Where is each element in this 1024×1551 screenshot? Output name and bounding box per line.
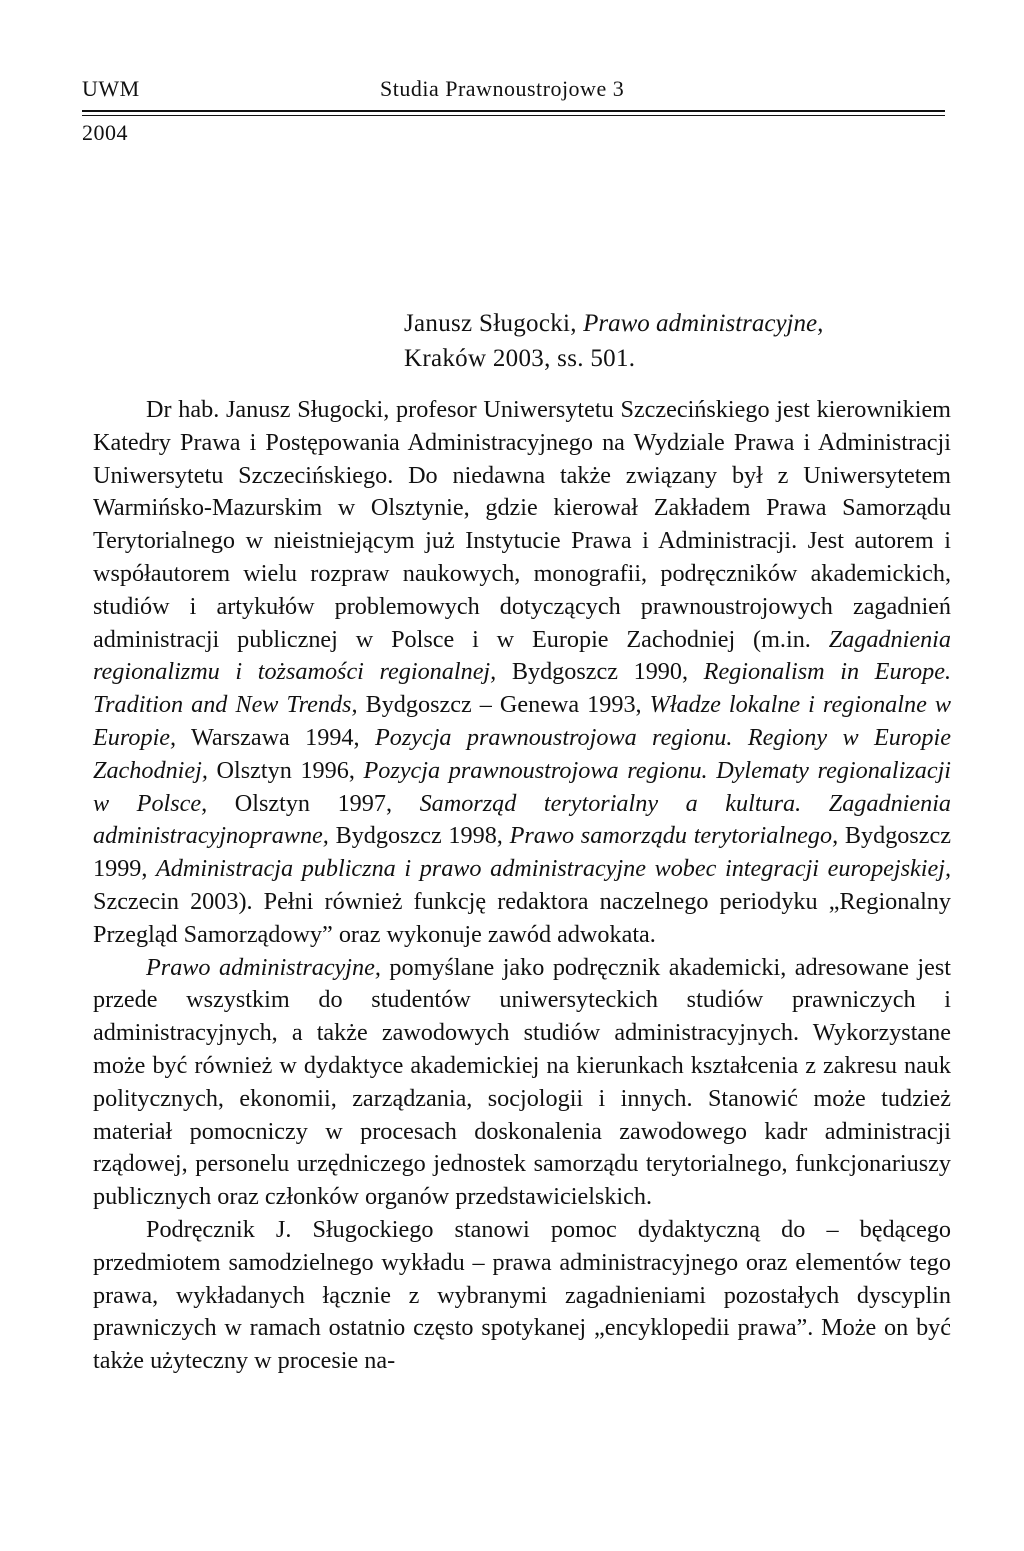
italic-title: Administracja publiczna i prawo administracyjne wobec integracji europejskiej, xyxy=(156,855,951,883)
text-run: Bydgoszcz 1990, xyxy=(511,658,689,686)
header-rule-thin xyxy=(82,115,945,116)
italic-title: Prawo administracyjne, xyxy=(146,953,381,981)
italic-title: Pozycja prawnoustrojowa regionu. Dylematy regionalizacji w Polsce, xyxy=(93,756,952,817)
text-run: Olsztyn 1996, xyxy=(216,756,355,784)
citation-publication: Kraków 2003, ss. 501. xyxy=(404,345,636,372)
book-citation xyxy=(404,306,949,376)
text-run: Bydgoszcz 1998, xyxy=(335,822,503,850)
journal-year: 2004 xyxy=(82,120,128,145)
italic-title: Samorząd terytorialny a kultura. Zagadnienia administracyjnoprawne, xyxy=(93,789,952,850)
italic-title: Prawo samorządu terytorialnego, xyxy=(509,822,839,850)
italic-title: Zagadnienia regionalizmu i tożsamości regionalnej, xyxy=(93,625,951,686)
text-run: Dr hab. Janusz Sługocki, profesor Uniwersytetu Szczecińskiego jest kierownikiem Katedry Prawa i Postępowania Administracyjnego na Wydziale Prawa i Administracji Uniwersytetu Szczecińskiego. Do niedawna także związany był z Uniwersytetem Warmińsko-Mazurskim w Olsztynie, gdzie kierował Zakładem Prawa Samorządu Terytorialnego w nieistniejącym już Instytucie Prawa i Administracji. Jest autorem i współautorem wielu rozpraw naukowych, monografii, podręczników akademickich, studiów i artykułów problemowych dotyczących prawnoustrojowych zagadnień administracji publicznej w Polsce i w Europie Zachodniej (m.in. xyxy=(93,396,951,653)
text-run: pomyślane jako podręcznik akademicki, adresowane jest przede wszystkim do studentów uniwersyteckich studiów prawniczych i administracyjnych, a także zawodowych studiów administracyjnych. Wykorzystane może być również w dydaktyce akademickiej na kierunkach kształcenia z zakresu nauk politycznych, ekonomii, zarządzania, socjologii i innych. Stanowić może tudzież materiał pomocniczy w procesach doskonalenia zawodowego kadr administracji rządowej, personelu urzędniczego jednostek samorządu terytorialnego, funkcjonariuszy publicznych oraz członków organów przedstawicielskich. xyxy=(93,953,952,1211)
paragraph-audience xyxy=(93,952,951,1214)
italic-title: Władze lokalne i regionalne w Europie, xyxy=(93,691,952,751)
journal-publisher: UWM xyxy=(82,76,140,101)
text-run: Warszawa 1994, xyxy=(191,723,360,751)
italic-title: Regionalism in Europe. Tradition and New Trends, xyxy=(93,658,952,719)
paragraph-purpose xyxy=(93,1214,951,1378)
text-run: Bydgoszcz – Genewa 1993, xyxy=(365,691,642,719)
text-run: Bydgoszcz 1999, xyxy=(93,822,952,883)
review-body xyxy=(93,394,951,1378)
header-rule xyxy=(82,110,945,112)
italic-title: Pozycja prawnoustrojowa regionu. Regiony w Europie Zachodniej, xyxy=(93,723,951,784)
text-run: Olsztyn 1997, xyxy=(234,789,392,817)
text-run: Podręcznik J. Sługockiego stanowi pomoc dydaktyczną do – będącego przedmiotem samodzielnego wykładu – prawa administracyjnego oraz elementów tego prawa, wykładanych łącznie z wybranymi zagadnieniami pozostałych dyscyplin prawniczych w ramach ostatnio często spotykanej „encyklopedii prawa”. Może on być także użyteczny w procesie na- xyxy=(93,1215,951,1375)
paragraph-author-bio xyxy=(93,394,951,952)
journal-title: Studia Prawnoustrojowe 3 xyxy=(380,76,625,101)
citation-author: Janusz Sługocki, xyxy=(404,310,577,337)
text-run: Szczecin 2003). Pełni również funkcję redaktora naczelnego periodyku „Regionalny Przegląd Samorządowy” oraz wykonuje zawód adwokata. xyxy=(93,887,951,948)
citation-title: Prawo administracyjne, xyxy=(583,310,824,337)
